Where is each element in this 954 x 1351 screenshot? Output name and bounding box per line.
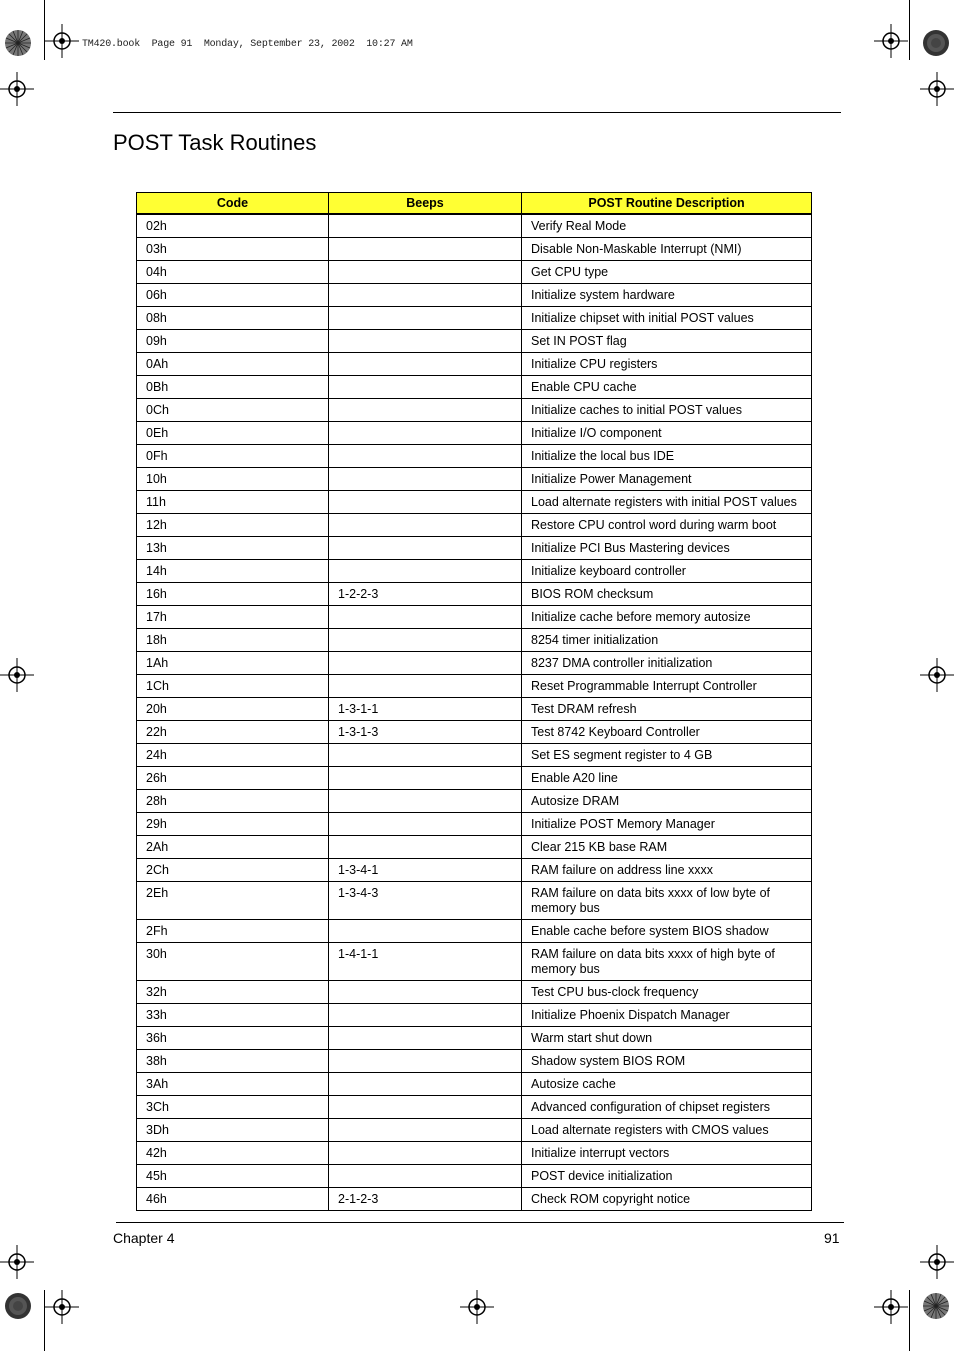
code-cell: 20h [137, 698, 329, 721]
table-row [137, 1027, 812, 1050]
code-cell: 0Bh [137, 376, 329, 399]
table-row [137, 1188, 812, 1211]
code-cell: 06h [137, 284, 329, 307]
table-row [137, 1004, 812, 1027]
description-cell: BIOS ROM checksum [522, 583, 812, 606]
beeps-cell [329, 790, 522, 813]
description-cell: Disable Non-Maskable Interrupt (NMI) [522, 238, 812, 261]
beeps-cell [329, 284, 522, 307]
code-cell: 08h [137, 307, 329, 330]
beeps-cell [329, 353, 522, 376]
beeps-cell: 1-3-1-1 [329, 698, 522, 721]
code-cell: 45h [137, 1165, 329, 1188]
description-cell: Shadow system BIOS ROM [522, 1050, 812, 1073]
description-cell: Enable A20 line [522, 767, 812, 790]
description-cell: Initialize CPU registers [522, 353, 812, 376]
beeps-cell [329, 1119, 522, 1142]
code-cell: 17h [137, 606, 329, 629]
code-cell: 18h [137, 629, 329, 652]
description-cell: Initialize chipset with initial POST values [522, 307, 812, 330]
description-cell: Set ES segment register to 4 GB [522, 744, 812, 767]
beeps-cell [329, 307, 522, 330]
sunburst-mark-icon [4, 29, 32, 57]
table-row [137, 307, 812, 330]
code-cell: 1Ch [137, 675, 329, 698]
beeps-cell [329, 767, 522, 790]
beeps-cell [329, 981, 522, 1004]
header-rule [113, 112, 841, 113]
description-cell: Test DRAM refresh [522, 698, 812, 721]
beeps-cell [329, 399, 522, 422]
footer-chapter: Chapter 4 [113, 1230, 175, 1246]
beeps-cell [329, 1027, 522, 1050]
description-cell: RAM failure on address line xxxx [522, 859, 812, 882]
code-cell: 11h [137, 491, 329, 514]
page-title: POST Task Routines [113, 130, 317, 155]
description-cell: 8237 DMA controller initialization [522, 652, 812, 675]
table-row [137, 767, 812, 790]
beeps-cell [329, 1142, 522, 1165]
code-cell: 03h [137, 238, 329, 261]
table-body [137, 214, 812, 1211]
description-cell: Initialize I/O component [522, 422, 812, 445]
table-row [137, 422, 812, 445]
beeps-cell [329, 560, 522, 583]
code-cell: 30h [137, 943, 329, 981]
table-row [137, 698, 812, 721]
code-cell: 42h [137, 1142, 329, 1165]
code-cell: 33h [137, 1004, 329, 1027]
table-header-row [137, 193, 812, 215]
table-row [137, 675, 812, 698]
table-row [137, 943, 812, 981]
description-cell: Get CPU type [522, 261, 812, 284]
description-cell: 8254 timer initialization [522, 629, 812, 652]
description-cell: Restore CPU control word during warm boot [522, 514, 812, 537]
beeps-cell [329, 422, 522, 445]
post-routines-table [136, 192, 812, 1211]
table-row [137, 445, 812, 468]
beeps-cell: 2-1-2-3 [329, 1188, 522, 1211]
description-cell: Initialize the local bus IDE [522, 445, 812, 468]
table-row [137, 1119, 812, 1142]
table-row [137, 238, 812, 261]
table-row [137, 859, 812, 882]
beeps-cell [329, 675, 522, 698]
crop-line [909, 0, 910, 60]
code-cell: 24h [137, 744, 329, 767]
registration-mark-icon [45, 24, 79, 58]
beeps-cell [329, 238, 522, 261]
beeps-cell [329, 214, 522, 238]
registration-mark-icon [0, 658, 34, 692]
code-cell: 16h [137, 583, 329, 606]
code-cell: 38h [137, 1050, 329, 1073]
code-cell: 2Eh [137, 882, 329, 920]
description-cell: POST device initialization [522, 1165, 812, 1188]
code-cell: 3Dh [137, 1119, 329, 1142]
table-row [137, 1073, 812, 1096]
table-row [137, 652, 812, 675]
registration-mark-icon [874, 24, 908, 58]
code-cell: 29h [137, 813, 329, 836]
code-cell: 32h [137, 981, 329, 1004]
code-cell: 3Ah [137, 1073, 329, 1096]
description-cell: Set IN POST flag [522, 330, 812, 353]
column-header-description: POST Routine Description [522, 193, 812, 215]
sunburst-mark-icon [922, 1292, 950, 1320]
table-row [137, 330, 812, 353]
beeps-cell [329, 629, 522, 652]
beeps-cell [329, 261, 522, 284]
beeps-cell [329, 1004, 522, 1027]
table-row [137, 353, 812, 376]
beeps-cell [329, 514, 522, 537]
description-cell: Initialize keyboard controller [522, 560, 812, 583]
description-cell: Load alternate registers with CMOS values [522, 1119, 812, 1142]
footer-page-number: 91 [824, 1230, 840, 1246]
beeps-cell [329, 445, 522, 468]
beeps-cell [329, 606, 522, 629]
footer-rule [116, 1222, 844, 1223]
code-cell: 02h [137, 214, 329, 238]
beeps-cell [329, 468, 522, 491]
table-row [137, 981, 812, 1004]
code-cell: 09h [137, 330, 329, 353]
beeps-cell: 1-3-4-3 [329, 882, 522, 920]
beeps-cell: 1-4-1-1 [329, 943, 522, 981]
sunburst-mark-icon [922, 29, 950, 57]
description-cell: Initialize interrupt vectors [522, 1142, 812, 1165]
beeps-cell: 1-3-4-1 [329, 859, 522, 882]
table-row [137, 376, 812, 399]
table-row [137, 836, 812, 859]
description-cell: Initialize POST Memory Manager [522, 813, 812, 836]
beeps-cell [329, 330, 522, 353]
registration-mark-icon [45, 1290, 79, 1324]
description-cell: Initialize cache before memory autosize [522, 606, 812, 629]
description-cell: Verify Real Mode [522, 214, 812, 238]
description-cell: Warm start shut down [522, 1027, 812, 1050]
description-cell: Autosize cache [522, 1073, 812, 1096]
table-row [137, 284, 812, 307]
code-cell: 12h [137, 514, 329, 537]
code-cell: 1Ah [137, 652, 329, 675]
registration-mark-icon [920, 1245, 954, 1279]
description-cell: Initialize PCI Bus Mastering devices [522, 537, 812, 560]
registration-mark-icon [920, 72, 954, 106]
beeps-cell [329, 1096, 522, 1119]
description-cell: Enable CPU cache [522, 376, 812, 399]
description-cell: Initialize Power Management [522, 468, 812, 491]
table-row [137, 744, 812, 767]
column-header-beeps: Beeps [329, 193, 522, 215]
table-row [137, 790, 812, 813]
code-cell: 46h [137, 1188, 329, 1211]
code-cell: 0Ah [137, 353, 329, 376]
beeps-cell [329, 376, 522, 399]
code-cell: 04h [137, 261, 329, 284]
beeps-cell: 1-2-2-3 [329, 583, 522, 606]
code-cell: 10h [137, 468, 329, 491]
code-cell: 26h [137, 767, 329, 790]
code-cell: 3Ch [137, 1096, 329, 1119]
code-cell: 36h [137, 1027, 329, 1050]
beeps-cell [329, 920, 522, 943]
beeps-cell [329, 1050, 522, 1073]
code-cell: 28h [137, 790, 329, 813]
table-row [137, 491, 812, 514]
print-slug: TM420.book Page 91 Monday, September 23, 2002 10:27 AM [82, 39, 413, 50]
column-header-code: Code [137, 193, 329, 215]
code-cell: 0Fh [137, 445, 329, 468]
table-row [137, 1165, 812, 1188]
table-row [137, 537, 812, 560]
description-cell: Initialize caches to initial POST values [522, 399, 812, 422]
table-row [137, 468, 812, 491]
beeps-cell [329, 813, 522, 836]
code-cell: 14h [137, 560, 329, 583]
registration-mark-icon [0, 72, 34, 106]
code-cell: 2Ch [137, 859, 329, 882]
beeps-cell: 1-3-1-3 [329, 721, 522, 744]
code-cell: 2Fh [137, 920, 329, 943]
registration-mark-icon [460, 1290, 494, 1324]
description-cell: Load alternate registers with initial POST values [522, 491, 812, 514]
code-cell: 22h [137, 721, 329, 744]
description-cell: Enable cache before system BIOS shadow [522, 920, 812, 943]
crop-line [909, 1290, 910, 1351]
description-cell: RAM failure on data bits xxxx of high byte of memory bus [522, 943, 812, 981]
table-row [137, 629, 812, 652]
description-cell: Check ROM copyright notice [522, 1188, 812, 1211]
beeps-cell [329, 537, 522, 560]
beeps-cell [329, 1073, 522, 1096]
code-cell: 0Eh [137, 422, 329, 445]
table-row [137, 1050, 812, 1073]
table-row [137, 606, 812, 629]
code-cell: 13h [137, 537, 329, 560]
description-cell: Advanced configuration of chipset registers [522, 1096, 812, 1119]
table-row [137, 1142, 812, 1165]
code-cell: 2Ah [137, 836, 329, 859]
registration-mark-icon [920, 658, 954, 692]
table-row [137, 813, 812, 836]
table-row [137, 261, 812, 284]
code-cell: 0Ch [137, 399, 329, 422]
description-cell: Test 8742 Keyboard Controller [522, 721, 812, 744]
table-row [137, 920, 812, 943]
beeps-cell [329, 652, 522, 675]
beeps-cell [329, 491, 522, 514]
table-row [137, 214, 812, 238]
description-cell: Autosize DRAM [522, 790, 812, 813]
description-cell: Reset Programmable Interrupt Controller [522, 675, 812, 698]
table-row [137, 583, 812, 606]
table-row [137, 560, 812, 583]
description-cell: Initialize Phoenix Dispatch Manager [522, 1004, 812, 1027]
sunburst-mark-icon [4, 1292, 32, 1320]
description-cell: Test CPU bus-clock frequency [522, 981, 812, 1004]
table-row [137, 721, 812, 744]
description-cell: Initialize system hardware [522, 284, 812, 307]
table-row [137, 514, 812, 537]
table-row [137, 882, 812, 920]
registration-mark-icon [874, 1290, 908, 1324]
description-cell: RAM failure on data bits xxxx of low byte of memory bus [522, 882, 812, 920]
beeps-cell [329, 836, 522, 859]
beeps-cell [329, 744, 522, 767]
description-cell: Clear 215 KB base RAM [522, 836, 812, 859]
table-row [137, 399, 812, 422]
registration-mark-icon [0, 1245, 34, 1279]
beeps-cell [329, 1165, 522, 1188]
table-row [137, 1096, 812, 1119]
